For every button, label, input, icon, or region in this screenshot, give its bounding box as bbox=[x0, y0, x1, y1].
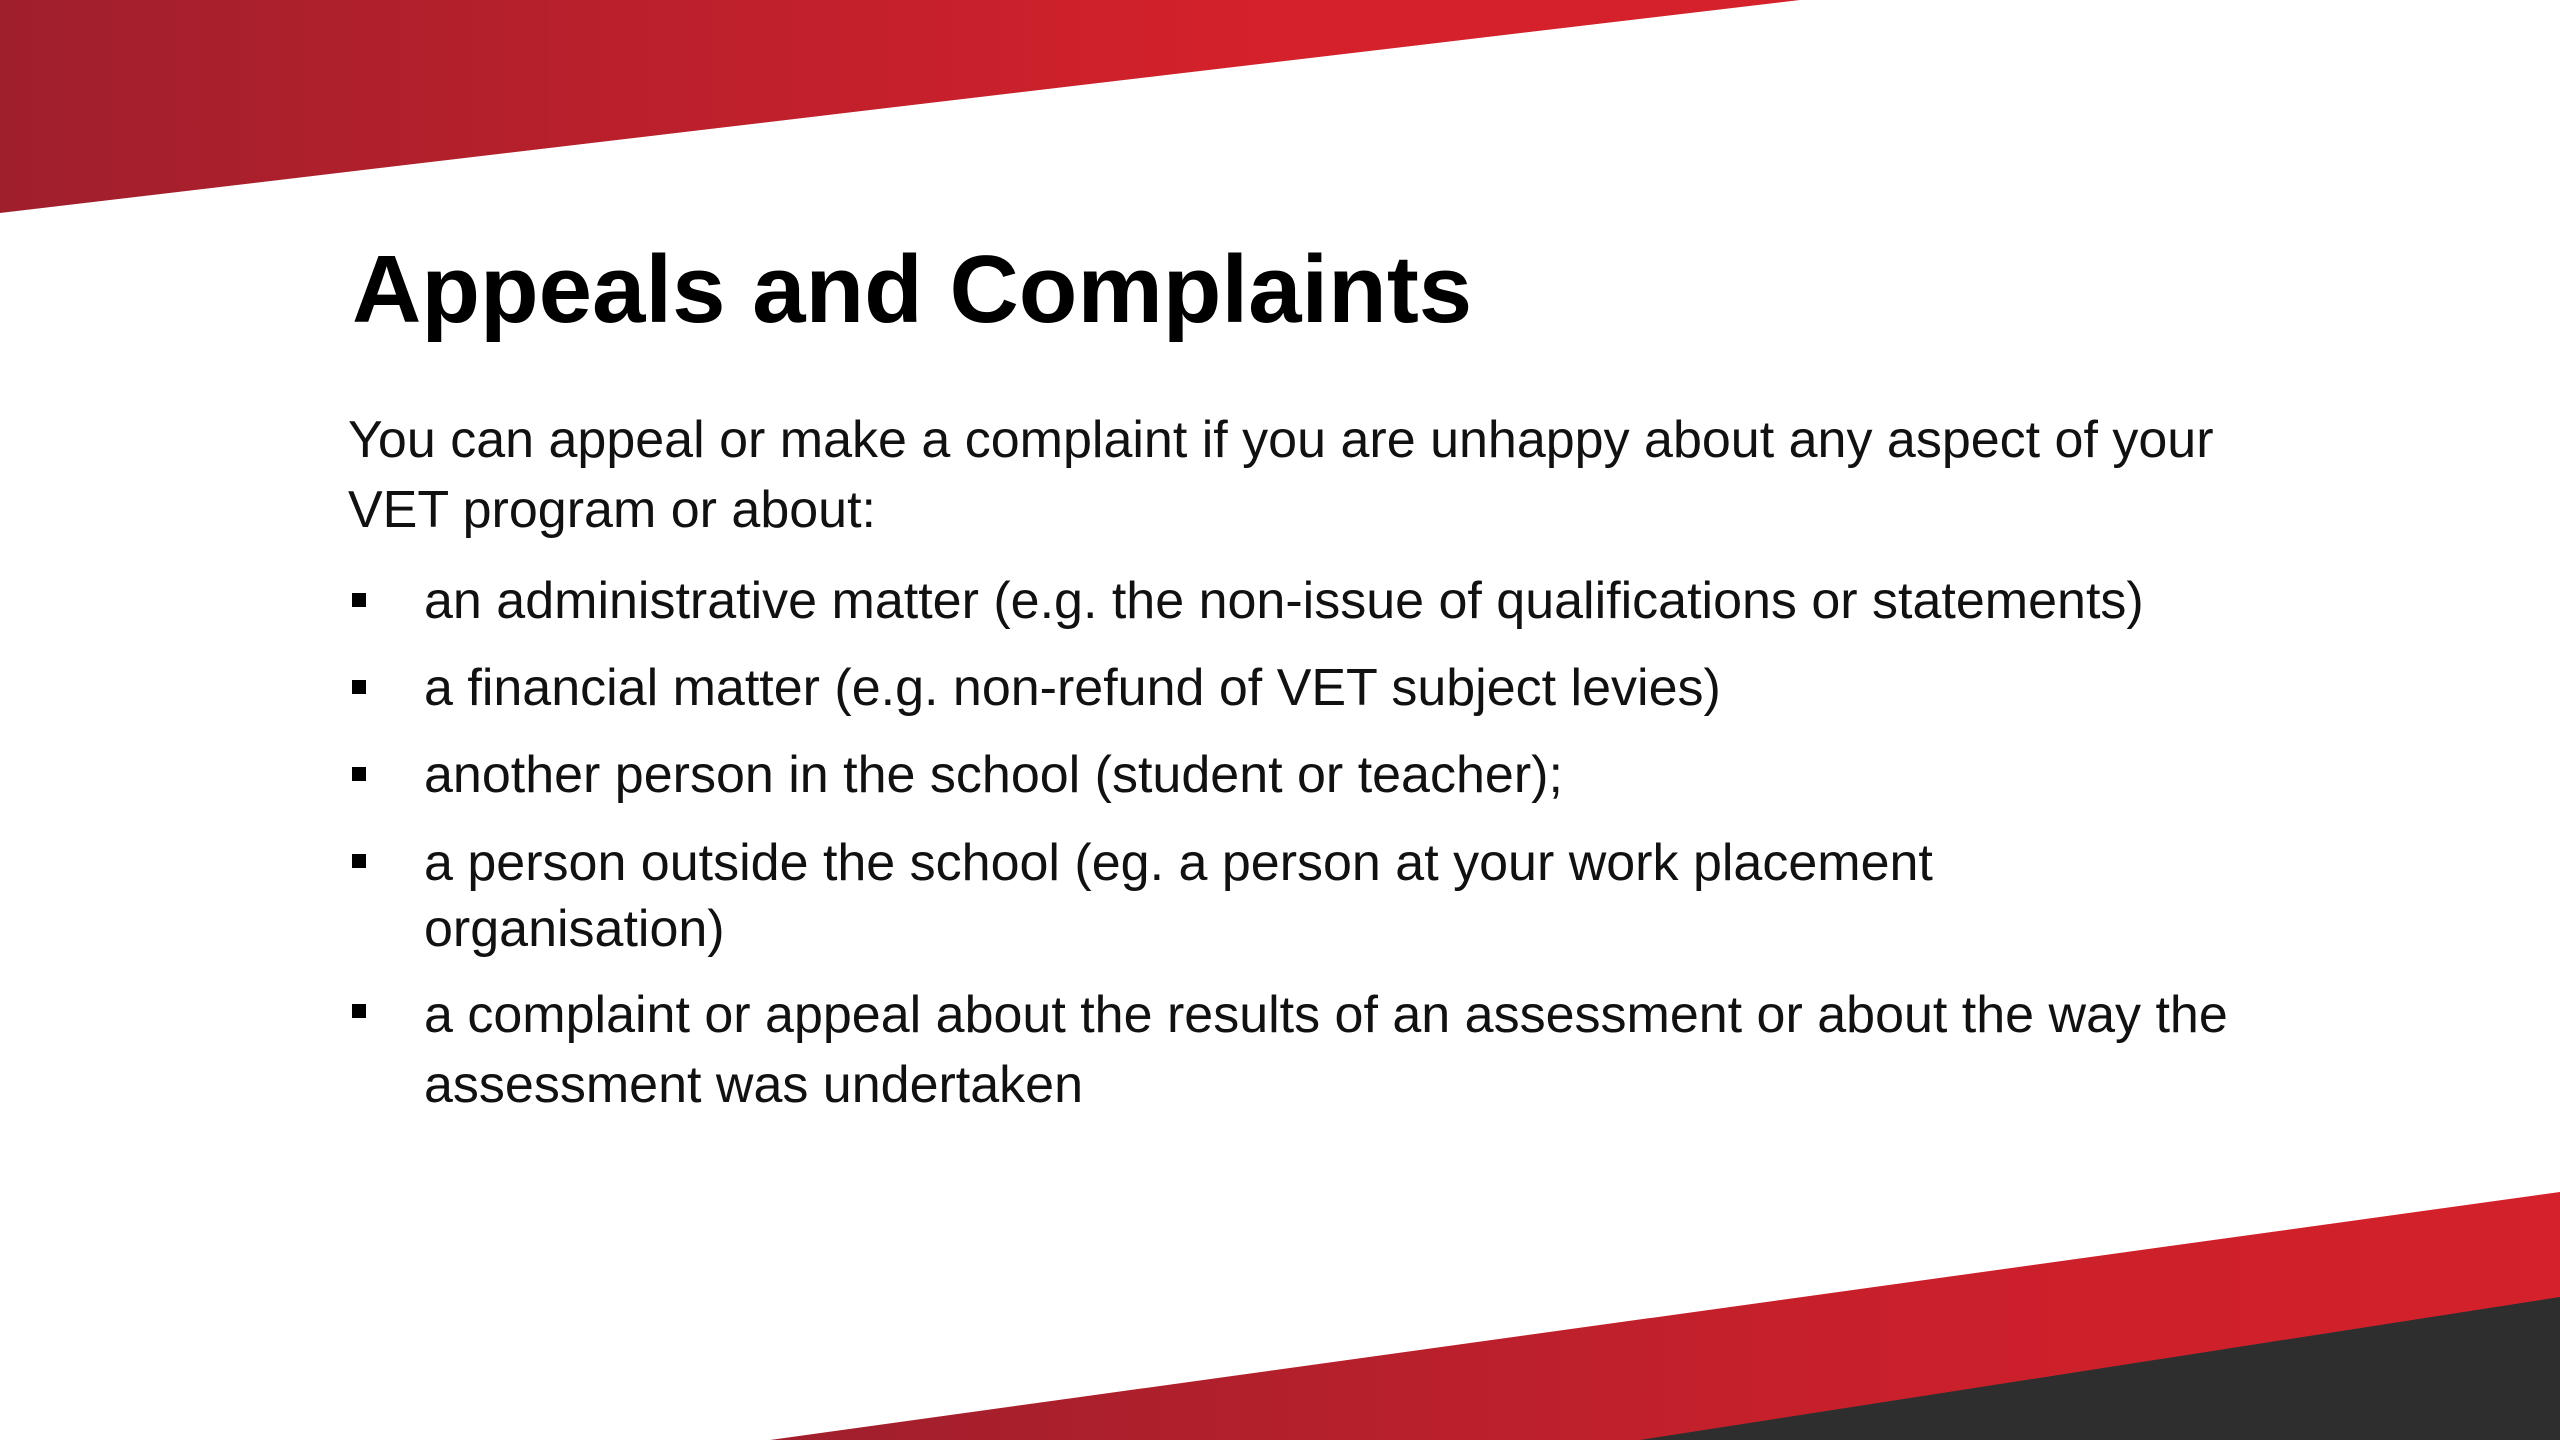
square-bullet-icon bbox=[352, 854, 366, 868]
intro-paragraph: You can appeal or make a complaint if you are unhappy about any aspect of your VET program or about: bbox=[348, 411, 2214, 539]
list-item-text: a person outside the school (eg. a person at your work placement organisation) bbox=[424, 834, 1933, 958]
square-bullet-icon bbox=[352, 593, 366, 607]
top-red-banner bbox=[0, 0, 1800, 213]
square-bullet-icon bbox=[352, 680, 366, 694]
list-item bbox=[348, 743, 2228, 807]
square-bullet-icon bbox=[352, 767, 366, 781]
list-item bbox=[348, 656, 2228, 720]
bullet-list bbox=[348, 569, 2228, 1120]
square-bullet-icon bbox=[352, 1004, 366, 1018]
slide-body bbox=[348, 405, 2228, 1143]
list-item bbox=[348, 980, 2228, 1120]
page-title: Appeals and Complaints bbox=[352, 236, 1473, 343]
list-item-text: another person in the school (student or teacher); bbox=[424, 746, 1563, 804]
list-item-text: a financial matter (e.g. non-refund of VET subject levies) bbox=[424, 659, 1721, 717]
list-item bbox=[348, 569, 2228, 633]
list-item bbox=[348, 830, 2228, 962]
list-item-text: an administrative matter (e.g. the non-issue of qualifications or statements) bbox=[424, 572, 2144, 630]
list-item-text: a complaint or appeal about the results of an assessment or about the way the assessment was undertaken bbox=[424, 986, 2228, 1114]
